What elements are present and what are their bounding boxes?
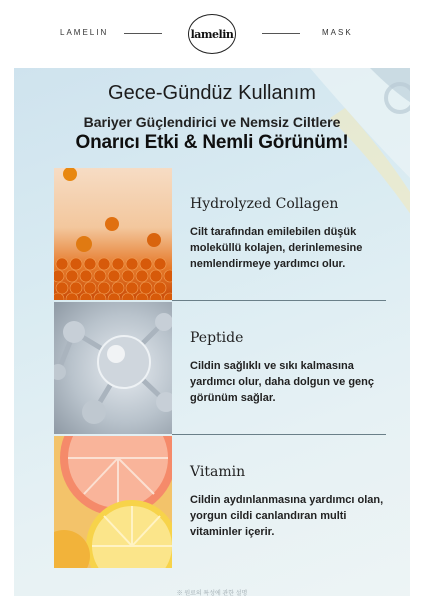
ingredient-text-vitamin bbox=[172, 436, 386, 568]
citrus-image bbox=[54, 436, 172, 568]
ingredient-name: Hydrolyzed Collagen bbox=[190, 196, 339, 212]
brand-left-label: LAMELIN bbox=[60, 28, 109, 37]
row-divider bbox=[172, 434, 386, 435]
collagen-droplets-image bbox=[54, 168, 172, 300]
page-header bbox=[0, 0, 424, 68]
product-info-panel bbox=[14, 68, 410, 596]
ingredient-row-collagen bbox=[54, 168, 386, 300]
benefit-subtitle: Bariyer Güçlendirici ve Nemsiz Ciltlere bbox=[83, 114, 341, 130]
brand-right-label: MASK bbox=[322, 28, 353, 37]
logo-text: lamelin bbox=[190, 27, 234, 41]
ingredient-text-peptide bbox=[172, 302, 386, 434]
footer-note: ※ 원료의 특성에 관한 설명 bbox=[176, 591, 248, 596]
benefit-headline: Onarıcı Etki & Nemli Görünüm! bbox=[75, 132, 349, 153]
ingredient-description: Cildin aydınlanmasına yardımcı olan, yorgun cildi canlandıran multi vitaminler içerir. bbox=[190, 494, 384, 538]
ingredient-text-collagen bbox=[172, 168, 386, 300]
row-divider bbox=[172, 300, 386, 301]
ingredient-name: Peptide bbox=[190, 330, 244, 346]
ingredient-description: Cildin sağlıklı ve sıkı kalmasına yardımcı olur, daha dolgun ve genç görünüm sağlar. bbox=[190, 360, 374, 404]
ingredient-row-vitamin bbox=[54, 436, 386, 568]
brand-logo bbox=[188, 14, 236, 54]
ingredient-name: Vitamin bbox=[190, 464, 246, 480]
ingredient-row-peptide bbox=[54, 302, 386, 434]
header-divider-right bbox=[262, 33, 300, 34]
ingredient-description: Cilt tarafından emilebilen düşük moleküllü kolajen, derinlemesine nemlendirmeye yardımcı olur. bbox=[190, 226, 363, 270]
usage-title: Gece-Gündüz Kullanım bbox=[108, 82, 316, 104]
header-divider-left bbox=[124, 33, 162, 34]
molecule-image bbox=[54, 302, 172, 434]
